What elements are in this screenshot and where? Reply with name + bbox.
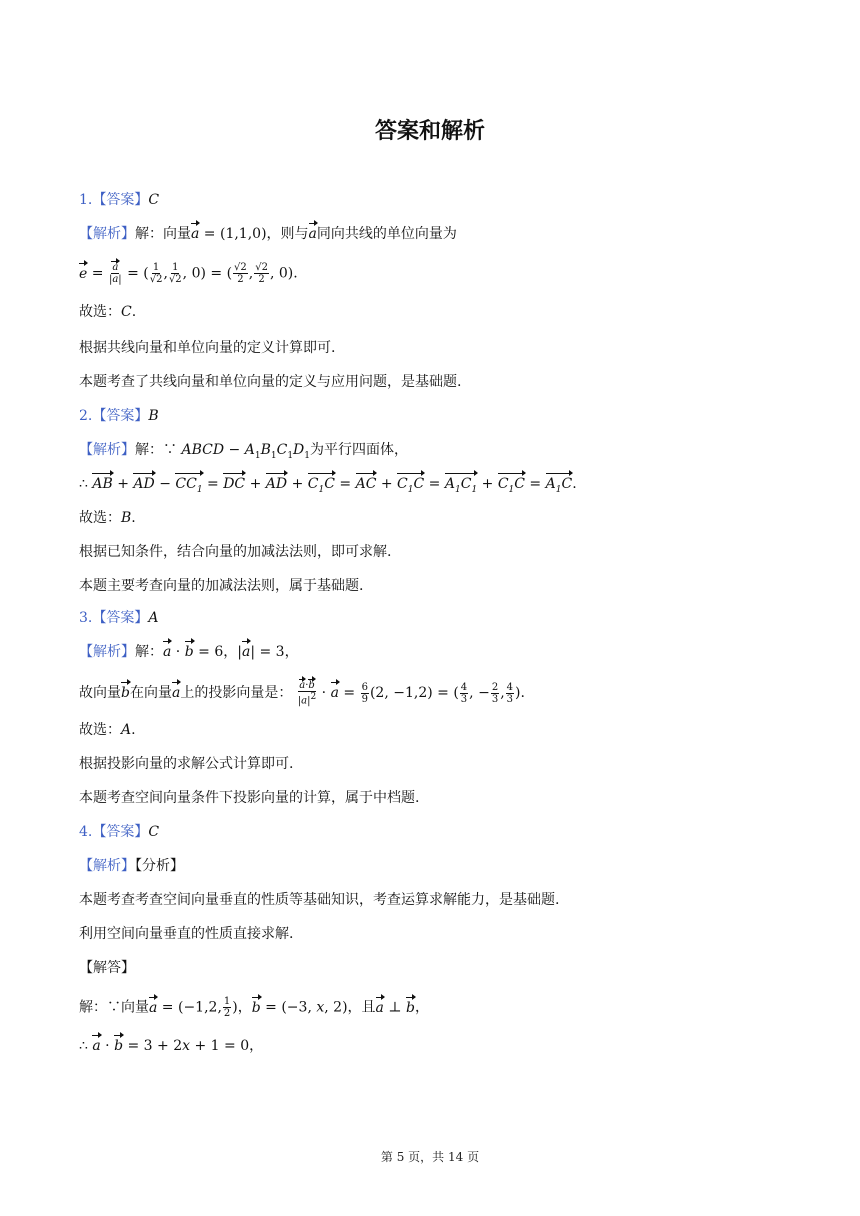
fraction: $\frac{a\cdot b}{|a|^2}$ xyxy=(297,680,317,707)
vector-a: a xyxy=(308,226,317,242)
q3-number: 3. xyxy=(79,610,93,626)
fraction: $\frac{2}{3}$ xyxy=(491,681,499,705)
q2-note2: 本题主要考查向量的加减法法则，属于基础题. xyxy=(79,578,364,594)
q1-answer-label: 【答案】 xyxy=(92,192,149,208)
fraction: $\frac{√2}{2}$ xyxy=(234,262,247,285)
q2-text: 解：∵ xyxy=(135,442,182,458)
q1-note1: 根据共线向量和单位向量的定义计算即可. xyxy=(79,340,336,356)
q4-text: + 1 = 0， xyxy=(190,1038,264,1054)
q3-guxuan-ans: A xyxy=(121,722,132,738)
q3-answer-label: 【答案】 xyxy=(92,610,149,626)
fraction: $\frac{1}{2}$ xyxy=(223,996,231,1019)
q1-note2: 本题考查了共线向量和单位向量的定义与应用问题，是基础题. xyxy=(79,374,462,390)
q1-jiexi-label: 【解析】 xyxy=(79,226,135,242)
q4-solution-line2: ∴ a · b = 3 + 2x + 1 = 0， xyxy=(79,1038,264,1054)
q4-answer-line xyxy=(79,822,159,842)
q1-number: 1. xyxy=(79,192,93,208)
q2-text: 为平行四面体， xyxy=(310,442,409,458)
q1-conclusion: 故选：C. xyxy=(79,304,137,320)
q3-note2: 本题考查空间向量条件下投影向量的计算，属于中档题. xyxy=(79,790,420,806)
q1-solution-line2: e = $\frac{a}{|a|}$ = ( $\frac{1}{√2}$ , $\frac{1}{√2}$ , 0) = ( $\frac{√2}{2}$ , $\frac{√2}{2}$ , 0). xyxy=(79,262,298,285)
q3-guxuan: 故选： xyxy=(79,722,121,738)
q3-answer: A xyxy=(148,610,159,626)
q4-note2: 利用空间向量垂直的性质直接求解. xyxy=(79,926,294,942)
q4-text: )， xyxy=(232,999,252,1016)
q2-guxuan-ans: B xyxy=(121,510,132,526)
q4-text: = 3 + 2 xyxy=(123,1038,183,1054)
q4-jieda-label: 【解答】 xyxy=(79,960,135,976)
q1-text: 解：向量 xyxy=(135,226,191,242)
q3-text: 上的投影向量是： xyxy=(180,685,293,702)
q4-text: = (−1,2, xyxy=(157,999,222,1016)
q4-text: , 2)，且 xyxy=(324,999,376,1016)
q4-analysis-line xyxy=(79,856,184,876)
q3-text: 解： xyxy=(135,644,163,660)
q3-answer-line xyxy=(79,608,158,628)
q2-solution-line1: 【解析】解：∵ ABCD − $A_1B_1C_1D_1$为平行四面体， xyxy=(79,442,409,461)
fraction: $\frac{1}{√2}$ xyxy=(168,262,182,285)
fraction: $\frac{a}{|a|}$ xyxy=(108,262,122,285)
q1-text: = (1,1,0)，则与 xyxy=(199,226,309,242)
fraction: $\frac{√2}{2}$ xyxy=(255,262,268,285)
fraction: $\frac{6}{9}$ xyxy=(361,681,368,705)
q2-note1: 根据已知条件，结合向量的加减法法则，即可求解. xyxy=(79,544,392,560)
q4-text: ∴ xyxy=(79,1038,93,1054)
vector-a: a xyxy=(191,226,200,242)
q3-solution-line2: 故向量b在向量a上的投影向量是： $\frac{a\cdot b}{|a|^2}$ · a = $\frac{6}{9}$ (2, −1,2) = ( $\frac{4}{3}$ , − $\frac{2}{3}$ , $\frac{4}{3}$ ). xyxy=(79,680,525,707)
q1-guxuan: 故选： xyxy=(79,304,121,320)
q4-note1: 本题考查考查空间向量垂直的性质等基础知识，考查运算求解能力，是基础题. xyxy=(79,892,560,908)
q4-text: ， xyxy=(414,999,429,1016)
fraction: $\frac{1}{√2}$ xyxy=(149,262,163,285)
q2-guxuan: 故选： xyxy=(79,510,121,526)
q4-jiexi-label: 【解析】 xyxy=(79,858,135,874)
q2-answer-label: 【答案】 xyxy=(92,408,149,424)
q4-answer: C xyxy=(148,824,160,840)
q4-fenxi-label: 【分析】 xyxy=(135,858,184,874)
q4-number: 4. xyxy=(79,824,93,840)
q3-text: | = 3， xyxy=(250,644,299,660)
q2-solution-line2: ∴ AB + AD − $CC_1$ = DC + AD + $C_1C$ = AC + $C_1C = A_1C_1 + C_1C = A_1C$. xyxy=(79,474,577,500)
fraction: $\frac{4}{3}$ xyxy=(460,681,468,705)
q3-text: 故向量 xyxy=(79,685,121,702)
page-title: 答案和解析 xyxy=(374,119,485,144)
q4-text: = (−3, xyxy=(260,999,317,1016)
q1-text: 同向共线的单位向量为 xyxy=(316,226,457,242)
q1-solution-line1 xyxy=(79,224,457,244)
fraction: $\frac{4}{3}$ xyxy=(506,681,514,705)
q1-guxuan-ans: C xyxy=(121,304,132,320)
page-footer: 第 5 页，共 14 页 xyxy=(380,1150,480,1164)
q4-solution-line1: 解：∵向量a = (−1,2, $\frac{1}{2}$ )，b = (−3, x, 2)，且a ⊥ b， xyxy=(79,996,429,1019)
q3-jiexi-label: 【解析】 xyxy=(79,644,135,660)
q2-jiexi-label: 【解析】 xyxy=(79,442,135,458)
q2-conclusion: 故选：B. xyxy=(79,510,136,526)
q3-text: 在向量 xyxy=(129,685,172,702)
q2-answer-line xyxy=(79,406,159,426)
q4-answer-label: 【答案】 xyxy=(92,824,149,840)
q3-note1: 根据投影向量的求解公式计算即可. xyxy=(79,756,294,772)
q3-conclusion: 故选：A. xyxy=(79,722,136,738)
q1-answer-line xyxy=(79,190,159,210)
q1-answer: C xyxy=(148,192,160,208)
q3-solution-line1: 【解析】解：a · b = 6，|a| = 3， xyxy=(79,644,299,660)
q2-answer: B xyxy=(148,408,159,424)
q3-text: = 6，| xyxy=(193,644,242,660)
vector-e: e xyxy=(79,265,88,282)
q2-number: 2. xyxy=(79,408,93,424)
q4-text: 解：∵向量 xyxy=(79,999,149,1016)
